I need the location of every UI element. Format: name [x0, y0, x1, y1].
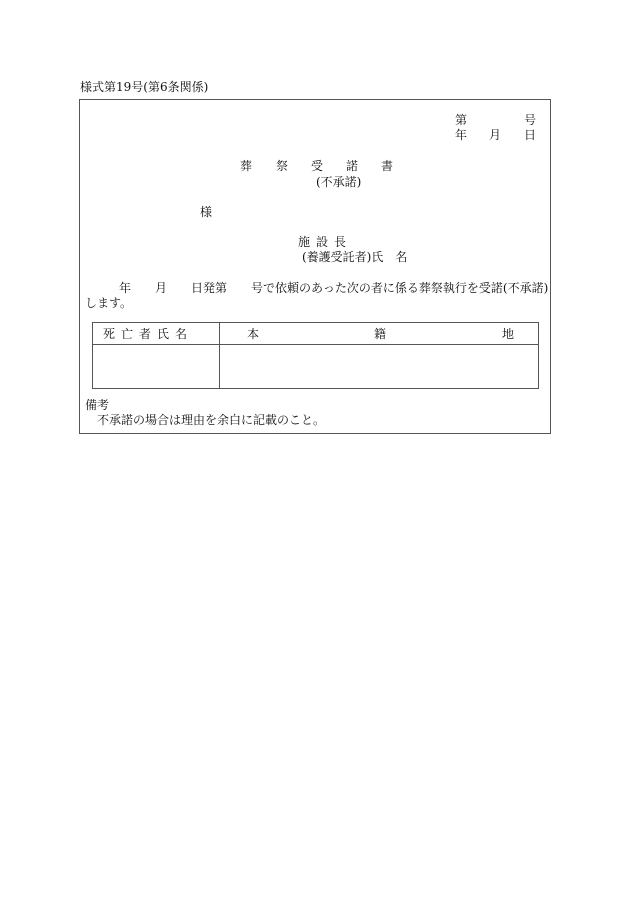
title-char: 諾 [346, 159, 359, 173]
date-day-label: 日 [524, 128, 537, 142]
column-header-domicile-char: 本 [247, 327, 260, 341]
table-header-divider [93, 344, 538, 345]
body-text-line-2: します。 [85, 296, 133, 310]
addressee-honorific: 様 [200, 205, 213, 219]
date-month-label: 月 [489, 128, 502, 142]
issuer-title: 施設長 [298, 235, 353, 249]
document-number-prefix: 第 [455, 113, 468, 127]
title-char: 受 [311, 159, 324, 173]
column-header-deceased-name: 死亡者氏名 [103, 327, 194, 341]
issuer-name-line: (養護受託者)氏 名 [302, 250, 408, 264]
deceased-info-table [92, 322, 539, 389]
table-column-divider [219, 323, 220, 388]
notes-heading: 備考 [85, 398, 110, 412]
notes-text: 不承諾の場合は理由を余白に記載のこと。 [97, 413, 326, 427]
document-subtitle: (不承諾) [316, 175, 362, 189]
body-text-line-1: 年 月 日発第 号で依頼のあった次の者に係る葬祭執行を受諾(不承諾) [119, 281, 549, 295]
column-header-domicile-char: 地 [502, 327, 515, 341]
column-header-domicile-char: 籍 [374, 327, 387, 341]
date-year-label: 年 [455, 128, 468, 142]
title-char: 書 [381, 159, 394, 173]
document-number-suffix: 号 [524, 113, 537, 127]
form-number-label: 様式第19号(第6条関係) [80, 80, 209, 94]
title-char: 葬 [240, 159, 253, 173]
title-char: 祭 [276, 159, 289, 173]
